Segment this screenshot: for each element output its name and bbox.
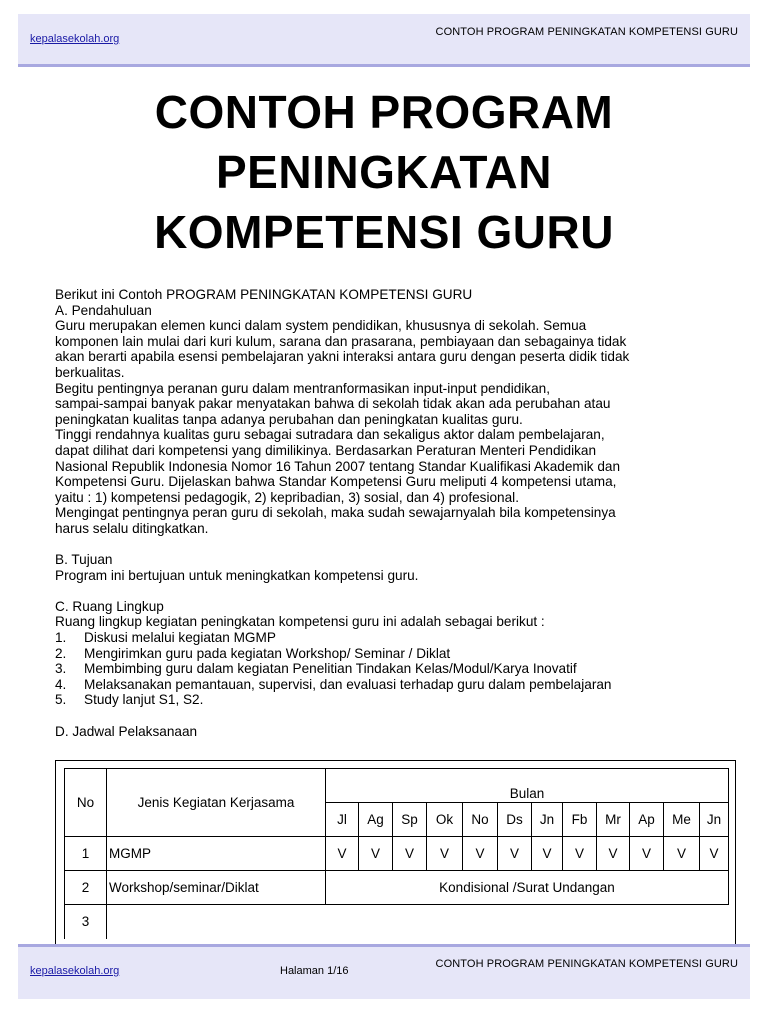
list-text: Melaksanakan pemantauan, supervisi, dan evaluasi terhadap guru dalam pembelajaran	[84, 676, 612, 692]
title-line: PENINGKATAN	[215, 146, 552, 198]
list-text: Membimbing guru dalam kegiatan Penelitian Tindakan Kelas/Modul/Karya Inovatif	[84, 661, 577, 677]
paragraph-line: komponen lain mulai dari kuri kulum, sarana dan prasarana, pembiayaan dan sebagainya tidak	[55, 333, 627, 349]
month-header: Ag	[359, 803, 393, 837]
schedule-table-frame	[55, 760, 736, 960]
page-footer	[18, 944, 750, 999]
header-month-group: Bulan	[326, 769, 729, 803]
spacer	[55, 708, 735, 724]
list-item	[55, 646, 735, 662]
month-mark: V	[700, 837, 729, 871]
paragraph-line: akan berarti apabila esensi pembelajaran yakni interaksi antara guru dengan peserta didik tidak	[55, 349, 630, 365]
paragraph-line: Begitu pentingnya peranan guru dalam mentranformasikan input-input pendidikan,	[55, 380, 550, 396]
paragraph-line: Guru merupakan elemen kunci dalam system pendidikan, khususnya di sekolah. Semua	[55, 318, 587, 334]
header-doc-title: CONTOH PROGRAM PENINGKATAN KOMPETENSI GURU	[435, 26, 738, 38]
month-mark: V	[664, 837, 700, 871]
month-header: Me	[664, 803, 700, 837]
row-activity: Workshop/seminar/Diklat	[107, 871, 326, 905]
list-item	[55, 677, 735, 693]
month-header: Jn	[700, 803, 729, 837]
row-span-note: Kondisional /Surat Undangan	[326, 871, 729, 905]
row-activity: MGMP	[107, 837, 326, 871]
table-row	[65, 905, 729, 939]
intro-text: Berikut ini Contoh PROGRAM PENINGKATAN KOMPETENSI GURU	[55, 287, 473, 302]
month-mark: V	[427, 837, 463, 871]
section-heading: C. Ruang Lingkup	[55, 598, 164, 614]
month-mark: V	[498, 837, 532, 871]
title-line: CONTOH PROGRAM	[154, 86, 614, 138]
row-no: 2	[65, 871, 107, 905]
spacer	[55, 537, 735, 553]
month-header: Ds	[498, 803, 532, 837]
row-no: 3	[65, 905, 107, 939]
month-mark: V	[463, 837, 498, 871]
schedule-table	[64, 768, 729, 939]
paragraph-line: Nasional Republik Indonesia Nomor 16 Tahun 2007 tentang Standar Kualifikasi Akademik dan	[55, 458, 621, 474]
document-title	[0, 82, 768, 262]
row-no: 1	[65, 837, 107, 871]
month-header: Mr	[597, 803, 630, 837]
month-mark: V	[326, 837, 359, 871]
paragraph-line: peningkatan kualitas tanpa adanya perubahan dan peningkatan kualitas guru.	[55, 411, 523, 427]
month-mark: V	[359, 837, 393, 871]
month-header: Jl	[326, 803, 359, 837]
list-item	[55, 692, 735, 708]
paragraph-line: berkualitas.	[55, 364, 125, 380]
header-site-link[interactable]: kepalasekolah.org	[30, 33, 120, 45]
paragraph-line: yaitu : 1) kompetensi pedagogik, 2) kepribadian, 3) sosial, dan 4) profesional.	[55, 489, 519, 505]
month-header: Fb	[563, 803, 597, 837]
list-text: Diskusi melalui kegiatan MGMP	[84, 630, 276, 646]
paragraph-line: Program ini bertujuan untuk meningkatkan kompetensi guru.	[55, 567, 419, 583]
page-header	[18, 14, 750, 67]
month-header: Jn	[532, 803, 563, 837]
paragraph-line: Ruang lingkup kegiatan peningkatan kompetensi guru ini adalah sebagai berikut :	[55, 614, 545, 630]
paragraph-line: sampai-sampai banyak pakar menyatakan bahwa di sekolah tidak akan ada perubahan atau	[55, 396, 611, 412]
list-number: 5.	[55, 692, 67, 708]
paragraph-line: dapat dilihat dari kompetensi yang dimilikinya. Berdasarkan Peraturan Menteri Pendidikan	[55, 442, 597, 458]
list-text: Mengirimkan guru pada kegiatan Workshop/ Seminar / Diklat	[84, 645, 451, 661]
list-number: 3.	[55, 661, 67, 677]
month-mark: V	[563, 837, 597, 871]
month-header: Sp	[393, 803, 427, 837]
paragraph-line: Kompetensi Guru. Dijelaskan bahwa Standar Kompetensi Guru meliputi 4 kompetensi utama,	[55, 474, 617, 490]
spacer	[55, 583, 735, 599]
month-header: No	[463, 803, 498, 837]
header-no: No	[65, 769, 107, 837]
header-activity: Jenis Kegiatan Kerjasama	[107, 769, 326, 837]
title-line: KOMPETENSI GURU	[154, 206, 614, 258]
document-body	[55, 287, 735, 739]
section-heading: B. Tujuan	[55, 552, 113, 568]
table-row	[65, 837, 729, 871]
section-heading: A. Pendahuluan	[55, 302, 152, 318]
paragraph-line: harus selalu ditingkatkan.	[55, 520, 209, 536]
month-mark: V	[393, 837, 427, 871]
list-number: 2.	[55, 645, 67, 661]
month-header: Ap	[630, 803, 664, 837]
table-row	[65, 871, 729, 905]
row-activity	[107, 905, 326, 939]
month-mark: V	[630, 837, 664, 871]
month-mark: V	[597, 837, 630, 871]
footer-site-link[interactable]: kepalasekolah.org	[30, 965, 120, 977]
paragraph-line: Mengingat pentingnya peran guru di sekolah, maka sudah sewajarnyalah bila kompetensinya	[55, 505, 616, 521]
list-number: 1.	[55, 630, 67, 646]
paragraph-line: Tinggi rendahnya kualitas guru sebagai sutradara dan sekaligus aktor dalam pembelajaran,	[55, 427, 605, 443]
list-number: 4.	[55, 676, 67, 692]
list-text: Study lanjut S1, S2.	[84, 692, 204, 708]
section-heading: D. Jadwal Pelaksanaan	[55, 723, 198, 739]
month-mark: V	[532, 837, 563, 871]
list-item	[55, 630, 735, 646]
list-item	[55, 661, 735, 677]
page-number: Halaman 1/16	[280, 965, 349, 977]
month-header: Ok	[427, 803, 463, 837]
footer-doc-title: CONTOH PROGRAM PENINGKATAN KOMPETENSI GURU	[435, 958, 738, 970]
